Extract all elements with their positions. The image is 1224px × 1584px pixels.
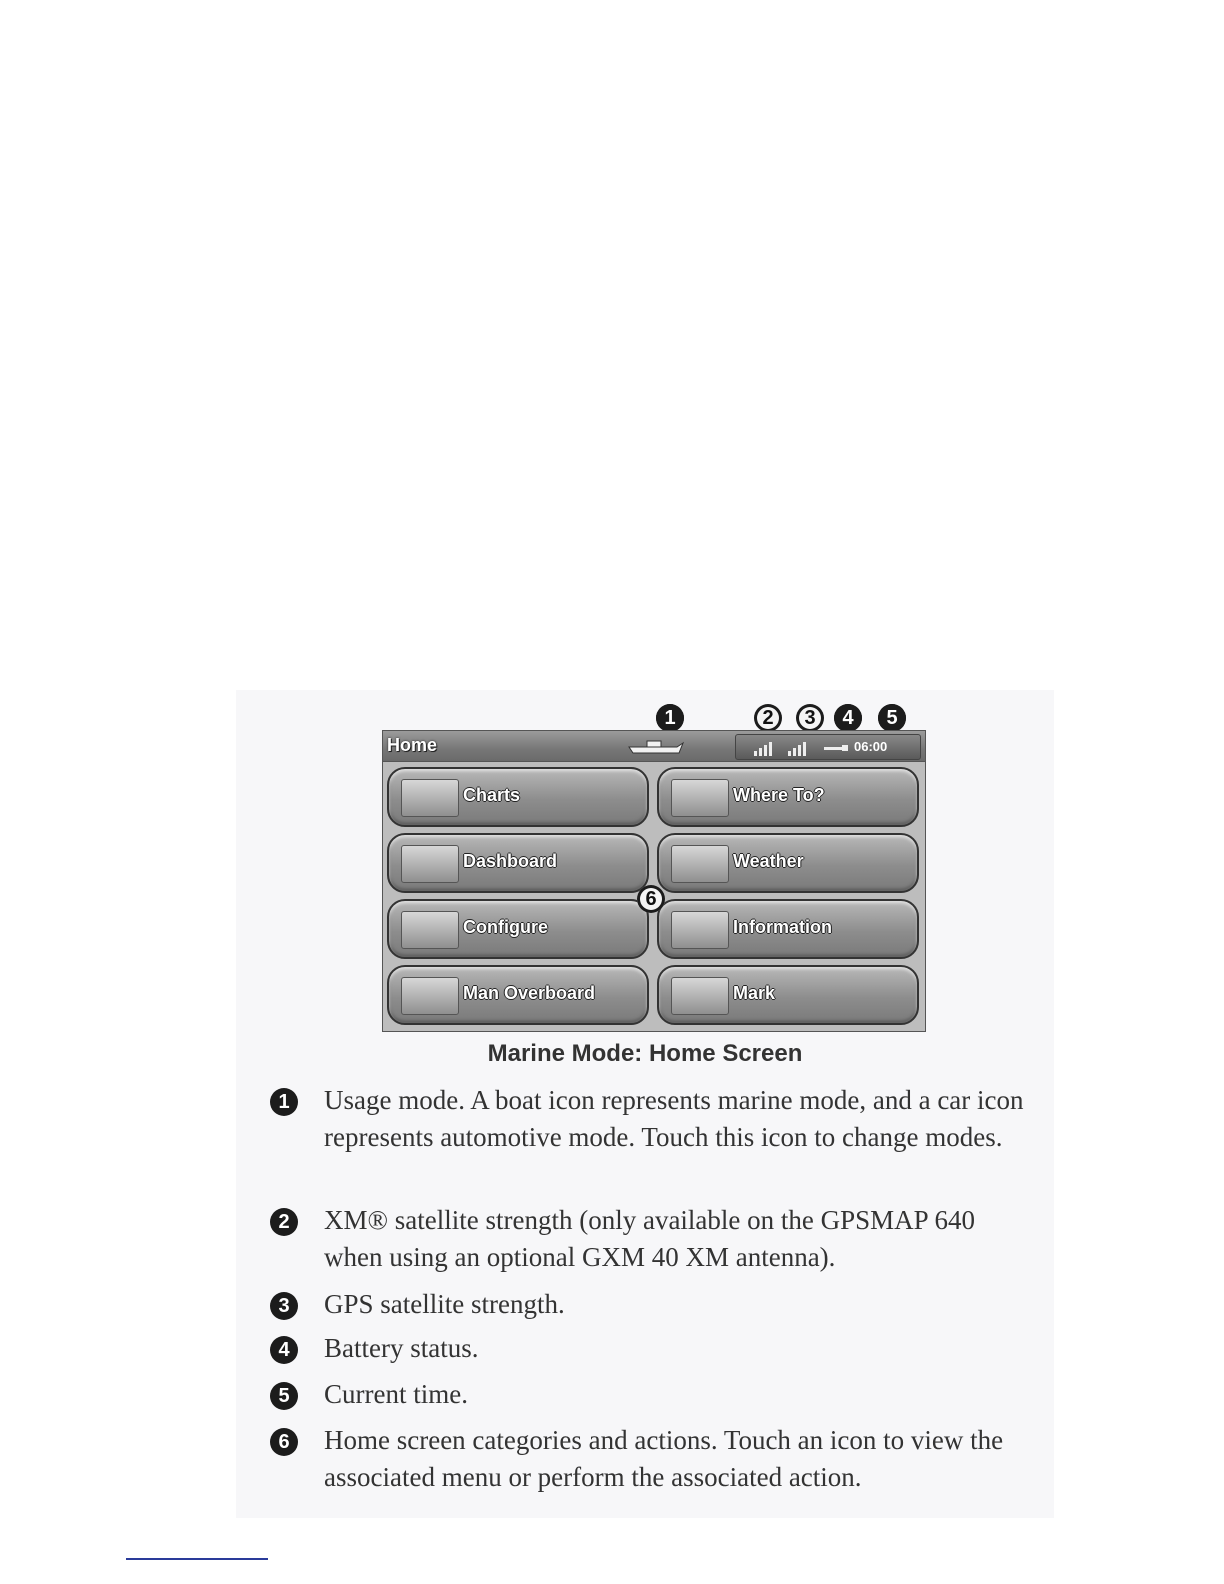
- legend-number: 5: [270, 1382, 298, 1410]
- callout-battery: 4: [834, 704, 862, 732]
- legend-item: [278, 1202, 1040, 1276]
- dashboard-label: Dashboard: [463, 851, 558, 871]
- where-to-button[interactable]: [657, 767, 919, 827]
- legend-item: [278, 1286, 1040, 1323]
- x-mark-icon: [671, 977, 729, 1015]
- gauge-icon: [401, 845, 459, 883]
- battery-icon: [824, 744, 850, 752]
- legend-number: 2: [270, 1208, 298, 1236]
- legend-text: Home screen categories and actions. Touch an icon to view the associated menu or perform the associated action.: [324, 1425, 1004, 1492]
- legend-number: 6: [270, 1428, 298, 1456]
- mark-label: Mark: [733, 983, 776, 1003]
- gear-icon: [401, 911, 459, 949]
- legend-number: 4: [270, 1336, 298, 1364]
- title-bar: [383, 731, 925, 762]
- legend-text: GPS satellite strength.: [324, 1289, 565, 1319]
- callout-time: 5: [878, 704, 906, 732]
- screen-title: Home: [387, 735, 438, 755]
- callout-usage-mode: 1: [656, 704, 684, 732]
- configure-label: Configure: [463, 917, 548, 937]
- callout-xm-strength: 2: [754, 704, 782, 732]
- legend-item: [278, 1082, 1040, 1156]
- callout-gps-strength: 3: [796, 704, 824, 732]
- search-magnifier-icon: [671, 779, 729, 817]
- weather-button[interactable]: [657, 833, 919, 893]
- legend-number: 3: [270, 1292, 298, 1320]
- info-icon: [671, 911, 729, 949]
- legend-item: [278, 1330, 1040, 1367]
- legend-item: [278, 1422, 1040, 1496]
- legend-text: Current time.: [324, 1379, 468, 1409]
- life-ring-icon: [401, 977, 459, 1015]
- chart-icon: [401, 779, 459, 817]
- xm-signal-icon: [752, 740, 774, 756]
- man-overboard-button[interactable]: [387, 965, 649, 1025]
- legend-text: Battery status.: [324, 1333, 479, 1363]
- charts-button[interactable]: [387, 767, 649, 827]
- callout-categories: 6: [637, 885, 665, 913]
- information-button[interactable]: [657, 899, 919, 959]
- boat-icon[interactable]: [627, 737, 685, 757]
- weather-icon: [671, 845, 729, 883]
- gps-signal-icon: [786, 740, 808, 756]
- footer-divider: [126, 1558, 268, 1560]
- mark-button[interactable]: [657, 965, 919, 1025]
- man-overboard-label: Man Overboard: [463, 983, 596, 1003]
- device-home-screen: [382, 730, 926, 1032]
- weather-label: Weather: [733, 851, 804, 871]
- current-time: 06:00: [854, 739, 888, 754]
- legend-text: XM® satellite strength (only available on the GPSMAP 640 when using an optional GXM 40 XM antenna).: [324, 1205, 975, 1272]
- legend-number: 1: [270, 1088, 298, 1116]
- status-area: [735, 734, 921, 760]
- legend-item: [278, 1376, 1040, 1413]
- information-label: Information: [733, 917, 832, 937]
- configure-button[interactable]: [387, 899, 649, 959]
- where-to-label: Where To?: [733, 785, 825, 805]
- dashboard-button[interactable]: [387, 833, 649, 893]
- charts-label: Charts: [463, 785, 521, 805]
- figure-caption: Marine Mode: Home Screen: [487, 1040, 803, 1067]
- legend-text: Usage mode. A boat icon represents marine mode, and a car icon represents automotive mode. Touch this icon to change modes.: [324, 1085, 1024, 1152]
